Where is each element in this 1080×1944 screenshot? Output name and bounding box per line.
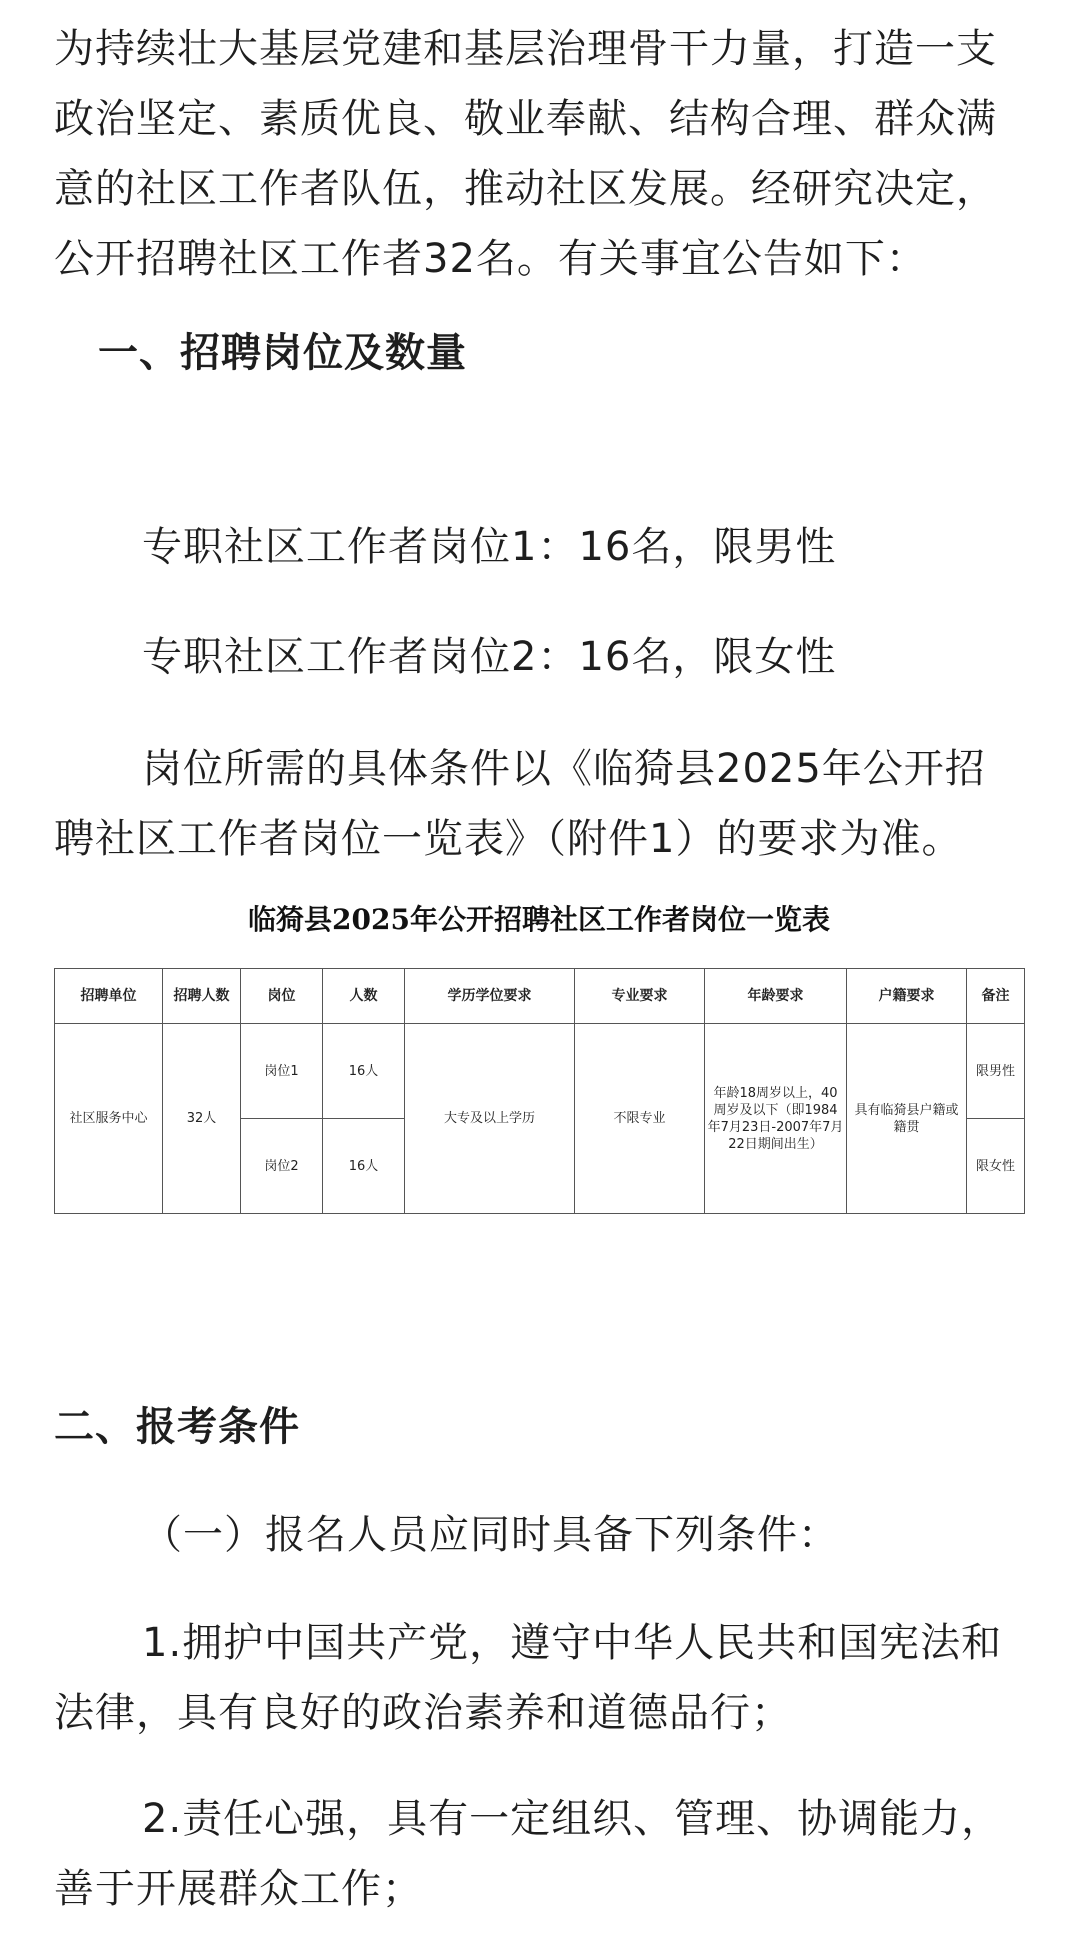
post-table-image: [54, 872, 1024, 1212]
condition-item-2: 2.责任心强，具有一定组织、管理、协调能力，善于开展群众工作；: [54, 1796, 1003, 1912]
table-header: 专业要求: [575, 969, 705, 1024]
table-header: 招聘人数: [163, 969, 241, 1024]
table-header: 年龄要求: [705, 969, 847, 1024]
table-header: 户籍要求: [847, 969, 967, 1024]
count-cell: 16人: [323, 1024, 405, 1119]
post-table: [54, 968, 1025, 1214]
post1-line: 专职社区工作者岗位1：16名，限男性: [142, 524, 837, 570]
condition-subheading: （一）报名人员应同时具备下列条件：: [142, 1512, 839, 1558]
section1-heading: 一、招聘岗位及数量: [98, 330, 467, 376]
section2-heading: 二、报考条件: [54, 1404, 300, 1450]
post-cell: 岗位1: [241, 1024, 323, 1119]
table-row: [55, 1024, 1025, 1119]
table-header: 岗位: [241, 969, 323, 1024]
table-header: 人数: [323, 969, 405, 1024]
table-title: 临猗县2025年公开招聘社区工作者岗位一览表: [248, 903, 830, 936]
table-header: 备注: [967, 969, 1025, 1024]
post2-line: 专职社区工作者岗位2：16名，限女性: [142, 634, 837, 680]
unit-cell: 社区服务中心: [55, 1024, 163, 1214]
education-cell: 大专及以上学历: [405, 1024, 575, 1214]
intro-paragraph: 为持续壮大基层党建和基层治理骨干力量，打造一支政治坚定、素质优良、敬业奉献、结构合理、群众满意的社区工作者队伍，推动社区发展。经研究决定，公开招聘社区工作者32名。有关事宜公告如下：: [54, 26, 997, 282]
major-cell: 不限专业: [575, 1024, 705, 1214]
table-header: 学历学位要求: [405, 969, 575, 1024]
table-header-row: [55, 969, 1025, 1024]
count-cell: 16人: [323, 1119, 405, 1214]
total-cell: 32人: [163, 1024, 241, 1214]
age-cell: 年龄18周岁以上，40周岁及以下（即1984年7月23日-2007年7月22日期间出生）: [705, 1024, 847, 1214]
remark-cell: 限男性: [967, 1024, 1025, 1119]
hukou-cell: 具有临猗县户籍或籍贯: [847, 1024, 967, 1214]
table-header: 招聘单位: [55, 969, 163, 1024]
condition-item-1: 1.拥护中国共产党，遵守中华人民共和国宪法和法律，具有良好的政治素养和道德品行；: [54, 1620, 1003, 1736]
post-note-paragraph: 岗位所需的具体条件以《临猗县2025年公开招聘社区工作者岗位一览表》（附件1）的要求为准。: [54, 746, 986, 862]
remark-cell: 限女性: [967, 1119, 1025, 1214]
post-cell: 岗位2: [241, 1119, 323, 1214]
